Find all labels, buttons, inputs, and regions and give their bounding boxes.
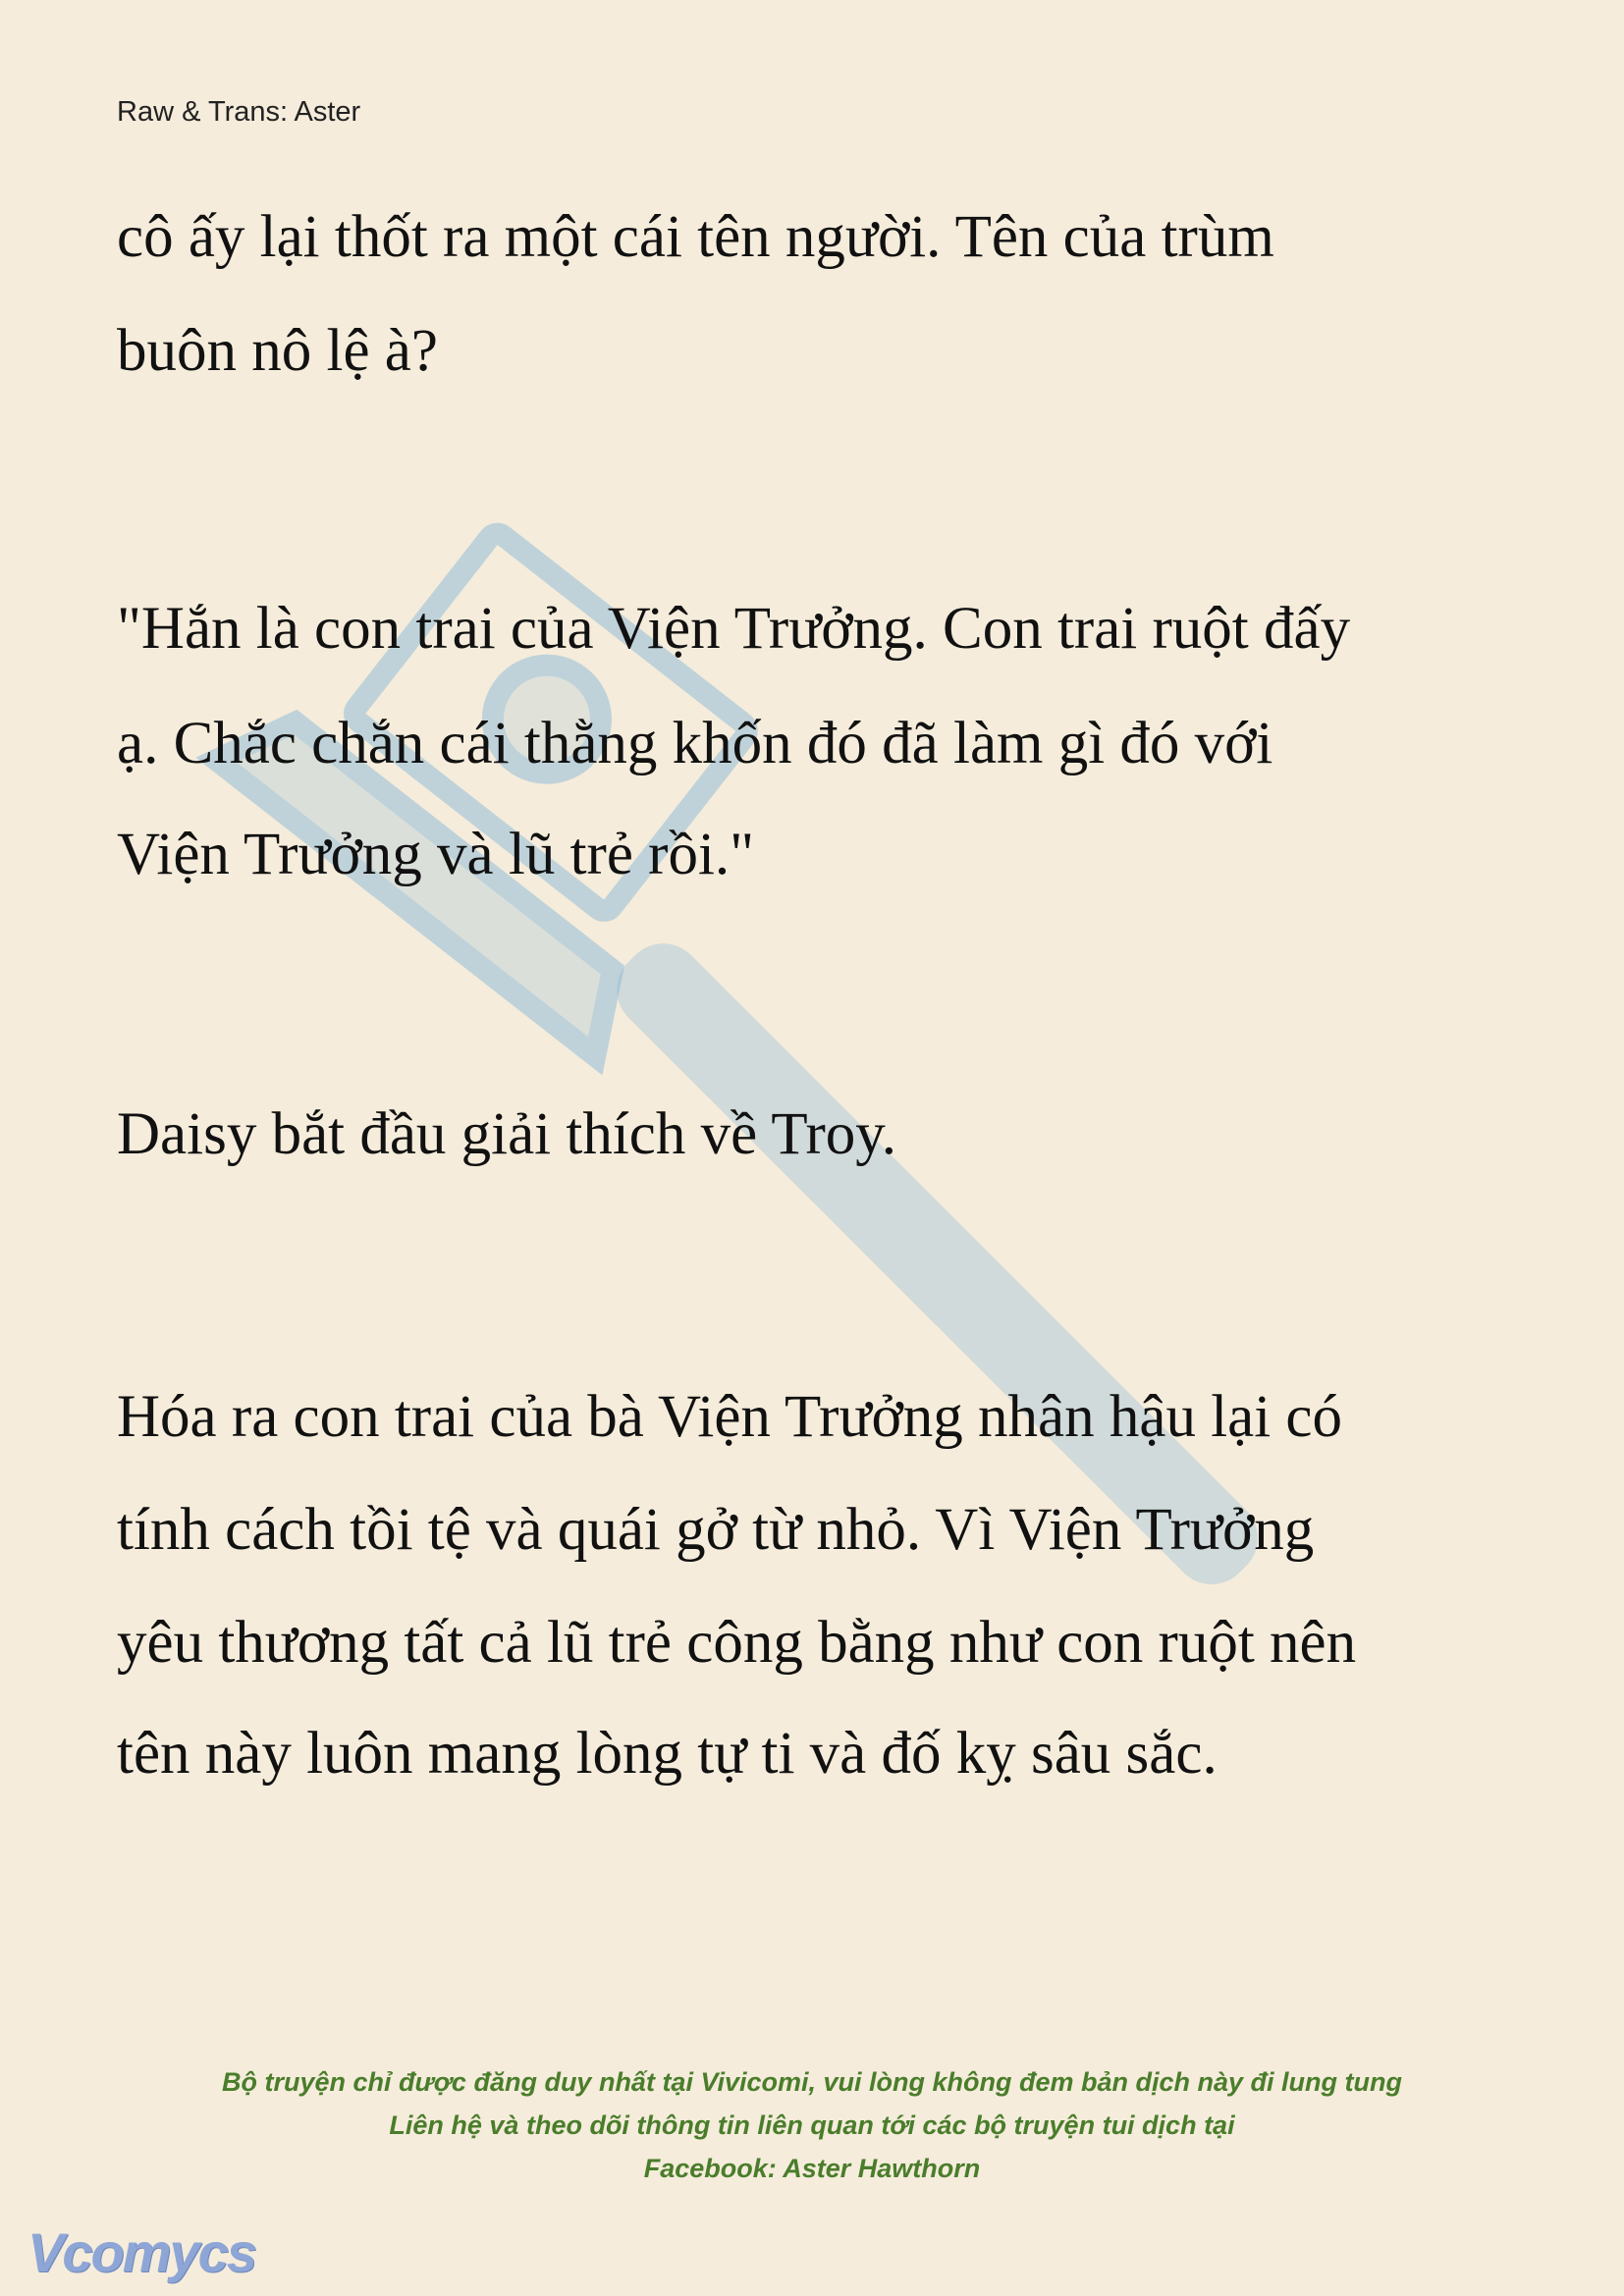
text-line: Viện Trưởng và lũ trẻ rồi." [117, 822, 755, 887]
text-line: tên này luôn mang lòng tự ti và đố kỵ sâu sắc. [117, 1721, 1218, 1787]
text-line: Daisy bắt đầu giải thích về Troy. [117, 1101, 897, 1167]
text-line: ạ. Chắc chắn cái thằng khốn đó đã làm gì đó với [117, 711, 1273, 776]
vcomycs-logo: Vcomycs [27, 2221, 255, 2283]
text-line: cô ấy lại thốt ra một cái tên người. Tên của trùm [117, 204, 1274, 270]
translator-credit: Raw & Trans: Aster [117, 96, 361, 128]
footer-contact: Liên hệ và theo dõi thông tin liên quan tới các bộ truyện tui dịch tại [389, 2110, 1235, 2140]
text-line: buôn nô lệ à? [117, 318, 438, 384]
text-line: Hóa ra con trai của bà Viện Trưởng nhân hậu lại có [117, 1384, 1342, 1450]
text-line: tính cách tồi tệ và quái gở từ nhỏ. Vì Viện Trưởng [117, 1497, 1315, 1563]
footer-facebook: Facebook: Aster Hawthorn [643, 2154, 981, 2183]
text-line: "Hắn là con trai của Viện Trưởng. Con trai ruột đấy [117, 596, 1351, 662]
footer-notice: Bộ truyện chỉ được đăng duy nhất tại Vivicomi, vui lòng không đem bản dịch này đi lung tung [222, 2067, 1402, 2097]
text-line: yêu thương tất cả lũ trẻ công bằng như con ruột nên [117, 1610, 1357, 1676]
